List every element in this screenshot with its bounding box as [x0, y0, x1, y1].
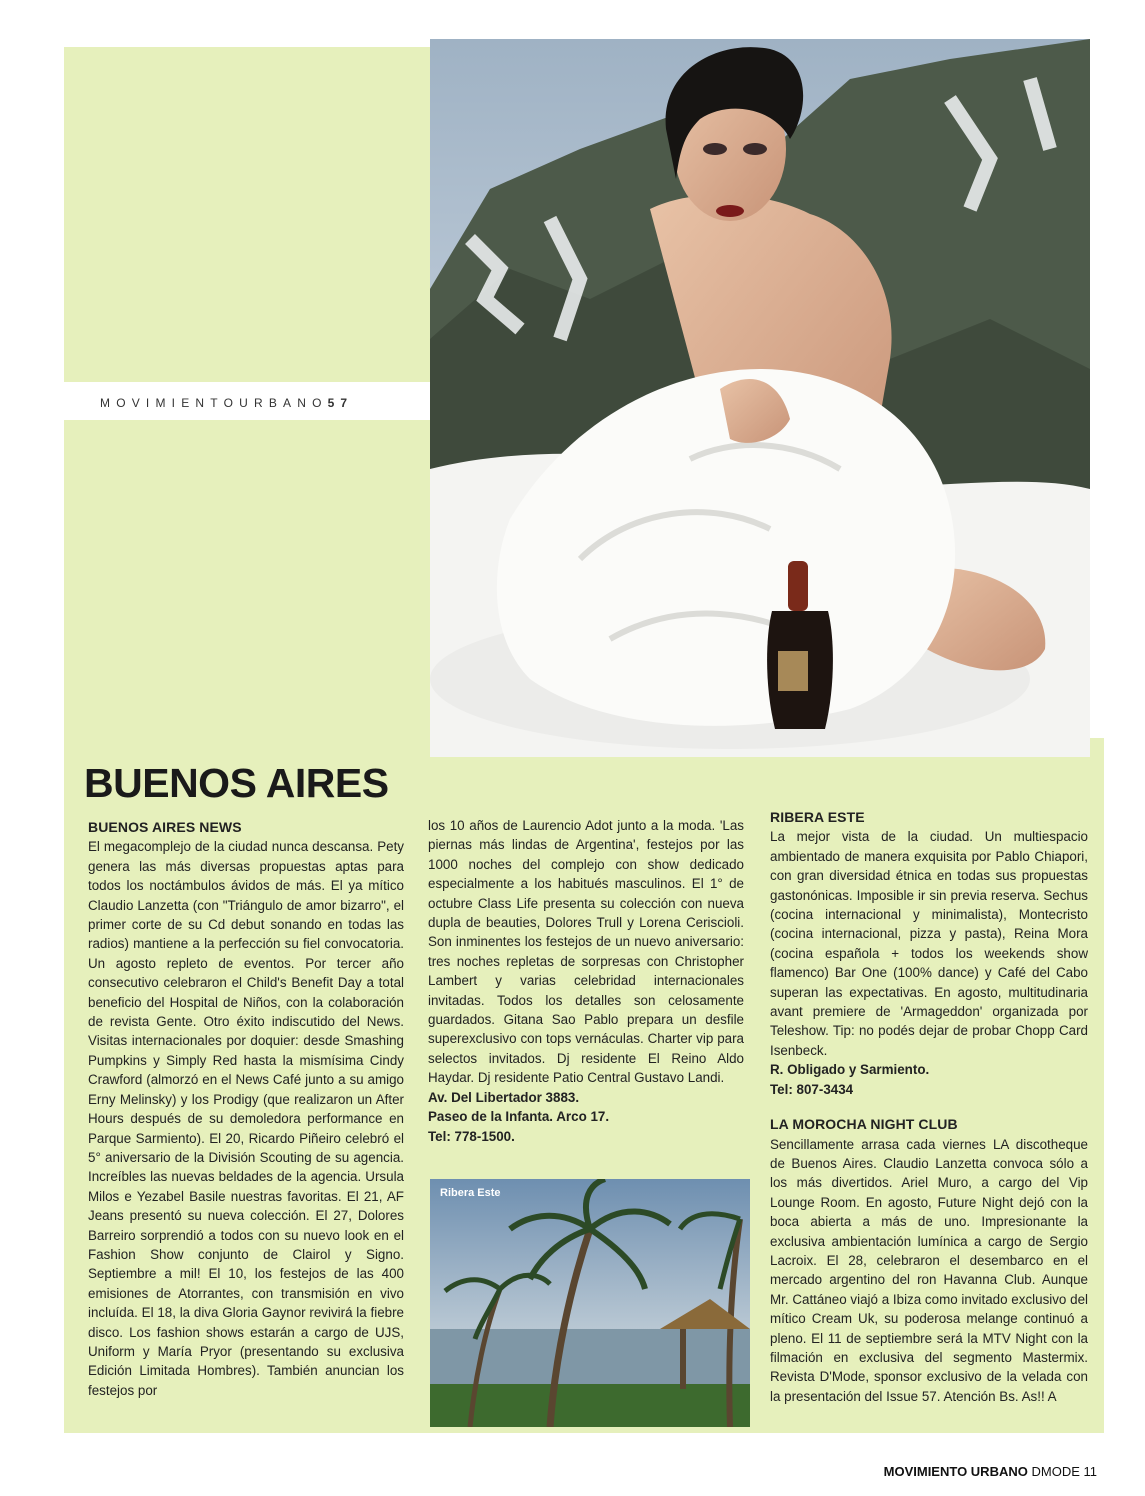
column-3 — [770, 808, 1088, 1406]
buenos-aires-news-body: El megacomplejo de la ciudad nunca descansa. Pety genera las más diversas propuestas aptas para todos los noctámbulos ávidos de más. El ya mítico Claudio Lanzetta (con "Triángulo de amor bizarro", el primer corte de su Cd debut sonando en todas las radios) mantiene a la perfección su fiel convocatoria. Un agosto repleto de eventos. Por tercer año consecutivo celebraron el Child's Benefit Day a total beneficio del Hospital de Niños, con la colaboración de revista Gente. Otro éxito indiscutido del News. Visitas internacionales por doquier: desde Smashing Pumpkins y Simply Red hasta la mismísima Cindy Crawford (almorzó en el News Café junto a su amigo Erny Melinsky) y los Prodigy (que realizaron un After Hours después de su demoledora performance en Parque Sarmiento). El 20, Ricardo Piñeiro celebró el 5° aniversario de la División Scouting de su agencia. Increíbles las nuevas beldades de la agencia. Ursula Milos e Yezabel Basile nuestras favoritas. El 21, AF Jeans presentó su nueva colección. El 27, Dolores Barreiro sorprendió a todos con su nuevo look en el Fashion Show conjunto de Clairol y Signo. Septiembre a mil! El 10, los festejos de las 400 emisiones de Atorrantes, con transmisión en vivo incluída. El 18, la diva Gloria Gaynor revivirá la fiebre disco. Los fashion shows estarán a cargo de UJS, Uniform y María Pryor (presentando su exclusiva Edición Limitada Hombres). También anuncian los festejos por — [88, 839, 404, 1398]
footer-section: MOVIMIENTO URBANO — [883, 1464, 1028, 1479]
ribera-este-phone: Tel: 807-3434 — [770, 1081, 854, 1097]
green-panel-middle — [64, 420, 430, 738]
ribera-este-body: La mejor vista de la ciudad. Un multiespacio ambientado de manera exquisita por Pablo Chiapori, con gran diversidad étnica en todas sus propuestas gastonónicas. Imposible ir sin previa reserva. Sechus (cocina internacional y minimalista), Montecristo (cocina internacional, pizza y pasta), Reina Mora (cocina española + todos los weekends show flamenco) Bar One (100% dance) y Café del Cabo superan las expectativas. En agosto, multitudinaria avant premiere de 'Armageddon' organizada por Teleshow. Tip: no podés dejar de probar Chopp Card Isenbeck. — [770, 829, 1088, 1058]
palm-trees-photo — [430, 1179, 750, 1427]
la-morocha-body: Sencillamente arrasa cada viernes LA discotheque de Buenos Aires. Claudio Lanzetta convoca sólo a los más divertidos. Ariel Muro, a cargo del Vip Lounge Room. En agosto, Future Night dejó con la boca abierta a más de uno. Impresionante la exclusiva ambientación lumínica a cargo de Sergio Lacroix. El 28, celebraron el desembarco en el mercado argentino del ron Havanna Club. Aunque Mr. Cattáneo viajó a Ibiza como invitado exclusivo del mítico Cream Uk, su poderosa melange continuó a pleno. El 11 de septiembre será la MTV Night con la filmación en exclusiva del segmento Mastermix. Revista D'Mode, sponsor exclusivo de la velada con la presentación del Issue 57. Atención Bs. As!! A — [770, 1136, 1088, 1404]
section-kicker — [100, 396, 353, 410]
page-title: BUENOS AIRES — [84, 760, 389, 806]
ribera-este-heading: RIBERA ESTE — [770, 809, 865, 825]
palm-photo-caption: Ribera Este — [440, 1187, 501, 1199]
footer-page-number: 11 — [1083, 1464, 1097, 1479]
model-in-snow-photo — [430, 39, 1090, 757]
page-footer — [884, 1464, 1097, 1479]
column-2 — [428, 816, 744, 1146]
kicker-issue-number: 57 — [327, 396, 354, 410]
phone-line: Tel: 778-1500. — [428, 1128, 515, 1144]
la-morocha-heading: LA MOROCHA NIGHT CLUB — [770, 1116, 958, 1133]
column-1 — [88, 818, 404, 1400]
address-line-2: Paseo de la Infanta. Arco 17. — [428, 1109, 610, 1125]
ribera-este-address: R. Obligado y Sarmiento. — [770, 1062, 930, 1078]
column-2-body: los 10 años de Laurencio Adot junto a la moda. 'Las piernas más lindas de Argentina', festejos por las 1000 noches del complejo con show dedicado especialmente a los habitués masculinos. El 1° de octubre Class Life presenta su colección con nueva dupla de beauties, Dolores Trull y Lorena Ceriscioli. Son inminentes los festejos de un nuevo aniversario: tres noches repletas de sorpresas con Christopher Lambert y varias celebridad internacionales invitadas. Todos los detalles son celosamente guardados. Gitana Sao Pablo prepara un desfile superexclusivo con tops vernáculas. Charter vip para selectos invitados. Dj residente El Reino Aldo Haydar. Dj residente Patio Central Gustavo Landi. — [428, 818, 744, 1086]
kicker-text: MOVIMIENTOURBANO — [100, 396, 328, 410]
footer-magazine: DMODE — [1031, 1464, 1080, 1479]
address-line-1: Av. Del Libertador 3883. — [428, 1089, 580, 1105]
green-panel-top — [64, 47, 430, 382]
buenos-aires-news-heading: BUENOS AIRES NEWS — [88, 819, 242, 835]
